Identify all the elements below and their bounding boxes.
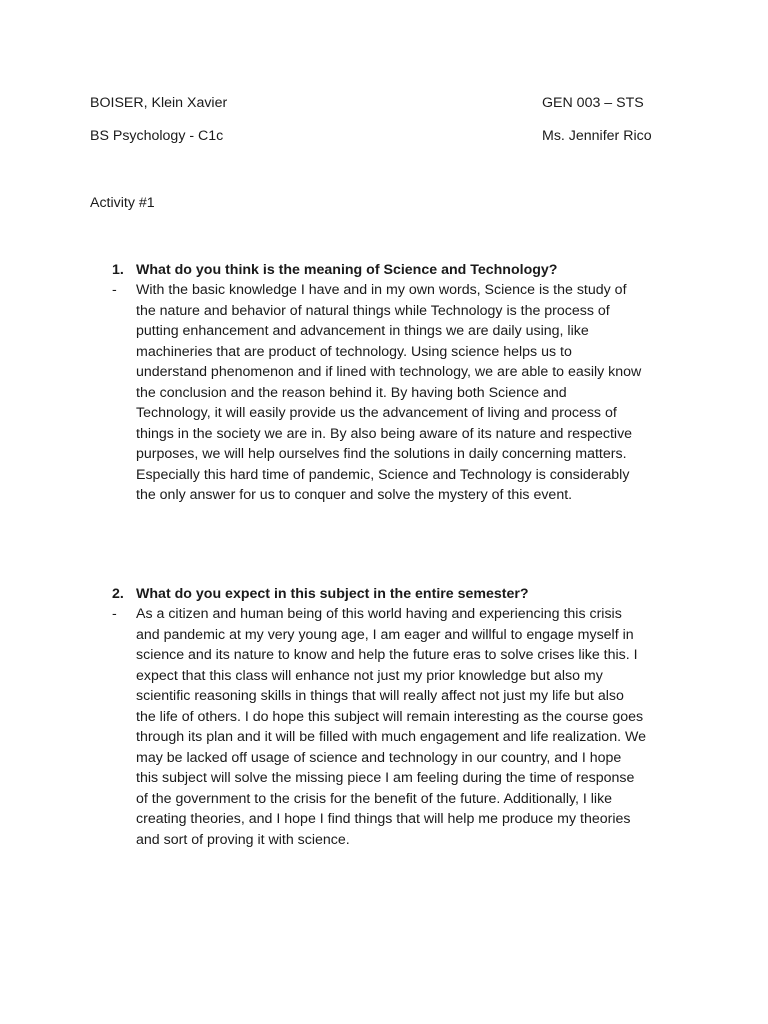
answer-block (112, 280, 692, 506)
answer-bullet: - (112, 282, 117, 298)
answer-line: machineries that are product of technology. Using science helps us to (136, 343, 572, 360)
answer-line: expect that this class will enhance not just my prior knowledge but also my (136, 667, 603, 684)
answer-line: the conclusion and the reason behind it. By having both Science and (136, 384, 567, 401)
course-code: GEN 003 – STS (542, 95, 644, 111)
question-block-2 (112, 584, 692, 850)
answer-line: scientific reasoning skills in things that will really affect not just my life but also (136, 688, 624, 704)
program-section: BS Psychology - C1c (90, 128, 224, 144)
question-block-1 (112, 260, 692, 506)
answer-line: and pandemic at my very young age, I am eager and willful to engage myself in (136, 626, 634, 643)
question-text: What do you expect in this subject in the entire semester? (136, 586, 529, 602)
answer-line: creating theories, and I hope I find things that will help me produce my theories (136, 811, 631, 827)
answer-line: things in the society we are in. By also being aware of its nature and respective (136, 425, 633, 442)
answer-line: putting enhancement and advancement in things we are daily using, like (136, 323, 589, 339)
activity-label: Activity #1 (90, 195, 155, 211)
student-name: BOISER, Klein Xavier (90, 95, 228, 111)
answer-line: and sort of proving it with science. (136, 831, 350, 848)
answer-line: of the government to the crisis for the benefit of the future. Additionally, I like (136, 790, 613, 807)
answer-line: understand phenomenon and if lined with technology, we are able to easily know (136, 364, 642, 380)
answer-line: Technology, it will easily provide us the advancement of living and process of (136, 405, 617, 421)
answer-line: the nature and behavior of natural things while Technology is the process of (136, 302, 610, 319)
answer-line: With the basic knowledge I have and in my own words, Science is the study of (136, 282, 627, 298)
answer-line: this subject will solve the missing piece I am feeling during the time of response (136, 770, 635, 786)
question-heading (112, 260, 692, 280)
answer-line: As a citizen and human being of this world having and experiencing this crisis (136, 606, 622, 622)
answer-line: the only answer for us to conquer and solve the mystery of this event. (136, 487, 573, 503)
answer-line: science and its nature to know and help the future eras to solve crises like this. I (136, 647, 638, 663)
answer-line: may be lacked off usage of science and technology in our country, and I hope (136, 749, 622, 766)
answer-block (112, 604, 692, 850)
instructor-name: Ms. Jennifer Rico (542, 128, 652, 144)
answer-bullet: - (112, 606, 117, 622)
question-heading (112, 584, 692, 604)
answer-line: through its plan and it will be filled with much engagement and life realization. We (136, 729, 646, 745)
answer-text (136, 604, 646, 850)
answer-line: Especially this hard time of pandemic, Science and Technology is considerably (136, 466, 630, 483)
question-text: What do you think is the meaning of Science and Technology? (136, 262, 558, 278)
answer-line: purposes, we will help ourselves find the solutions in daily concerning matters. (136, 446, 627, 462)
answer-text (136, 280, 641, 506)
question-number: 1. (112, 262, 124, 278)
answer-line: the life of others. I do hope this subject will remain interesting as the course goes (136, 708, 644, 725)
question-number: 2. (112, 586, 124, 602)
